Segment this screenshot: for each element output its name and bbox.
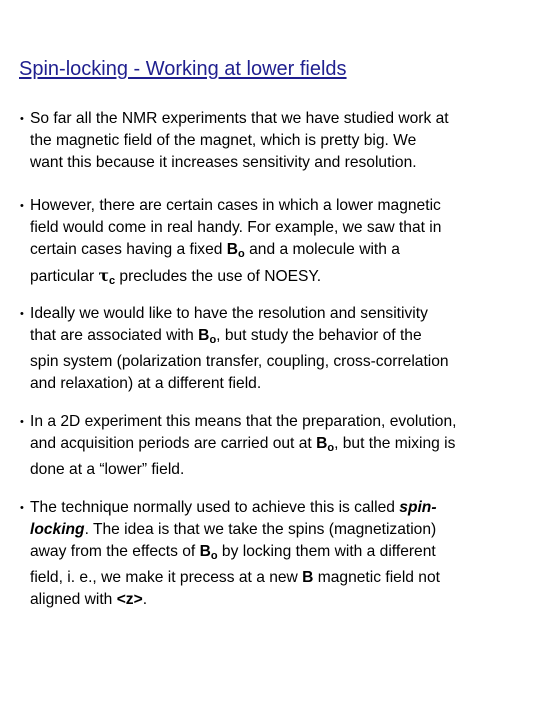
emphasis-term: locking xyxy=(30,521,85,538)
bullet-line xyxy=(30,567,525,589)
bullet-marker: • xyxy=(20,113,24,125)
symbol-subscript: o xyxy=(209,334,217,346)
text-run: particular xyxy=(30,268,99,285)
bullet-marker: • xyxy=(20,200,24,212)
text-run: away from the effects of xyxy=(30,543,200,560)
symbol-b-field: B xyxy=(316,435,328,452)
symbol-tau: τ xyxy=(98,266,109,285)
bullet-marker: • xyxy=(20,308,24,320)
bullet-item xyxy=(20,108,525,174)
bullet-line xyxy=(30,589,525,611)
bullet-line xyxy=(30,239,525,265)
symbol-b-field: B xyxy=(199,543,211,560)
text-run: field, i. e., we make it precess at a new xyxy=(30,569,303,586)
bullet-item xyxy=(20,497,525,611)
bullet-item xyxy=(20,195,525,292)
symbol-b-field: B xyxy=(302,569,314,586)
bullet-line: However, there are certain cases in which a lower magnetic xyxy=(30,197,441,214)
text-run: that are associated with xyxy=(30,327,199,344)
text-run: certain cases having a fixed xyxy=(30,241,227,258)
symbol-subscript: o xyxy=(327,442,335,454)
bullet-text xyxy=(20,303,525,395)
bullet-line: spin system (polarization transfer, coupling, cross-correlation xyxy=(30,353,449,370)
bullet-text xyxy=(20,195,525,292)
text-run: precludes the use of NOESY. xyxy=(115,268,322,285)
symbol-subscript: o xyxy=(210,550,218,562)
text-run: and acquisition periods are carried out at xyxy=(30,435,317,452)
bullet-item xyxy=(20,411,525,481)
symbol-subscript: c xyxy=(108,275,116,287)
slide-title: Spin-locking - Working at lower fields xyxy=(19,58,347,80)
bullet-line: and relaxation) at a different field. xyxy=(30,375,262,392)
bullet-marker: • xyxy=(20,416,24,428)
bullet-line xyxy=(30,265,525,292)
bullet-line xyxy=(30,325,525,351)
text-run: , but study the behavior of the xyxy=(216,327,422,344)
text-run: aligned with xyxy=(30,591,117,608)
bullet-line xyxy=(30,541,525,567)
bullet-line: want this because it increases sensitivity and resolution. xyxy=(30,154,417,171)
bullet-line xyxy=(30,497,525,519)
symbol-b-field: B xyxy=(226,241,239,258)
symbol-subscript: o xyxy=(238,248,245,260)
emphasis-term: spin- xyxy=(399,499,437,516)
bullet-line: the magnetic field of the magnet, which is pretty big. We xyxy=(30,132,417,149)
symbol-b-field: B xyxy=(198,327,210,344)
text-run: . The idea is that we take the spins (magnetization) xyxy=(84,521,437,538)
text-run: . xyxy=(142,591,148,608)
bullet-line xyxy=(30,519,525,541)
bullet-line: In a 2D experiment this means that the preparation, evolution, xyxy=(30,413,457,430)
bullet-line xyxy=(30,433,525,459)
text-run: , but the mixing is xyxy=(334,435,456,452)
bullet-line: Ideally we would like to have the resolution and sensitivity xyxy=(30,305,428,322)
text-run: The technique normally used to achieve this is called xyxy=(30,499,400,516)
bullet-line: So far all the NMR experiments that we have studied work at xyxy=(30,110,449,127)
bullet-text xyxy=(20,411,525,481)
symbol-z-axis: <z> xyxy=(116,591,143,608)
bullet-text xyxy=(20,497,525,611)
bullet-line: field would come in real handy. For example, we saw that in xyxy=(30,219,442,236)
bullet-text xyxy=(20,108,525,174)
text-run: magnetic field not xyxy=(313,569,440,586)
text-run: and a molecule with a xyxy=(244,241,400,258)
text-run: by locking them with a different xyxy=(217,543,436,560)
bullet-marker: • xyxy=(20,502,24,514)
bullet-item xyxy=(20,303,525,395)
bullet-line: done at a “lower” field. xyxy=(30,461,185,478)
